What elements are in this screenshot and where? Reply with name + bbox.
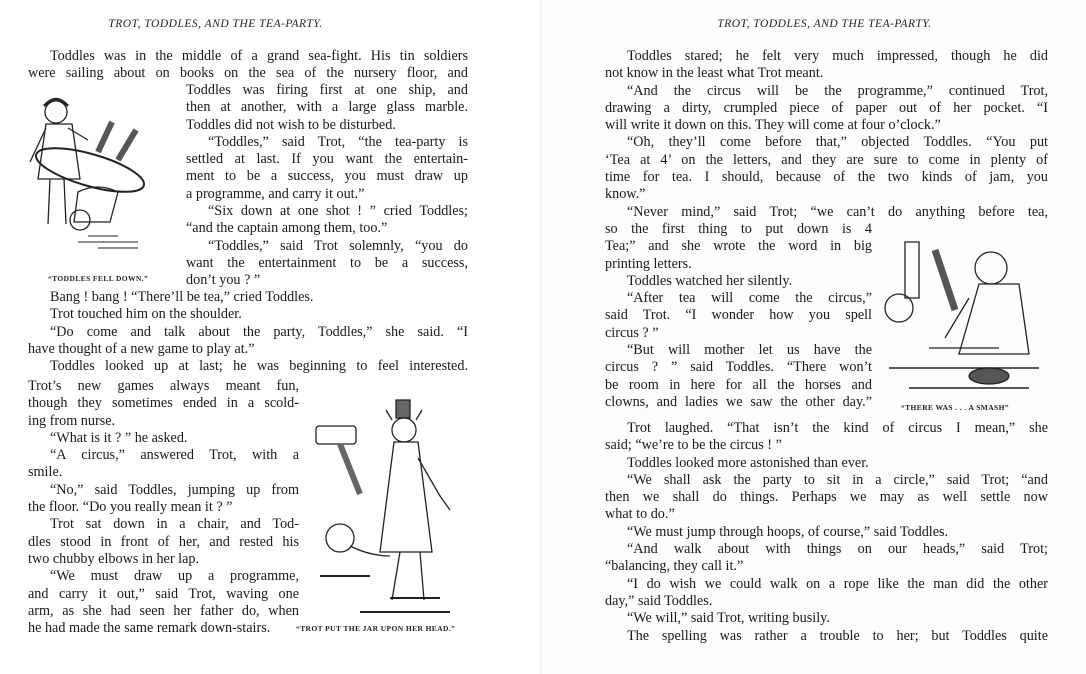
text-line: so the first thing to put down is 4 [605, 221, 872, 237]
text-line: “Oh, they’ll come before that,” objected Toddles. “You put [627, 134, 1048, 151]
text-line: “balancing, they call it.” [605, 558, 744, 575]
text-line: “But will mother let us have the [627, 342, 872, 359]
text-line: printing letters. [605, 255, 692, 272]
text-line: Toddles looked more astonished than ever. [627, 454, 869, 471]
text-line: smile. [28, 464, 63, 481]
text-line: day,” said Toddles. [605, 592, 713, 609]
text-line: clowns, and ladies we saw the other day.” [605, 393, 872, 410]
text-line: Toddles looked up at last; he was beginning to feel interested. [50, 358, 468, 375]
left-full-text [28, 289, 468, 375]
text-line: then at another, with a large glass marble. [186, 99, 468, 116]
text-line: though they sometimes ended in a scold- [28, 395, 299, 412]
left-wrap-text-2 [28, 378, 299, 637]
text-line: Trot’s new games always meant fun, [28, 378, 299, 394]
text-line: Toddles stared; he felt very much impressed, though he did [627, 48, 1048, 64]
text-line: will write it down on this. They will come at four o’clock.” [605, 117, 941, 134]
left-wrap-text-1 [186, 82, 468, 290]
text-line: Toddles did not wish to be disturbed. [186, 116, 396, 133]
text-line: two chubby elbows in her lap. [28, 550, 200, 567]
left-top-text [28, 48, 468, 83]
text-line: want the entertainment to be a success, [186, 254, 468, 271]
right-wrap-text [605, 221, 872, 411]
caption-toddles-fell-down: “TODDLES FELL DOWN.” [48, 274, 149, 283]
text-line: know.” [605, 186, 646, 203]
text-line: don’t you ? ” [186, 272, 261, 289]
text-line: were sailing about on books on the sea of the nursery floor, and [28, 65, 468, 82]
text-line: “Toddles,” said Trot solemnly, “you do [208, 237, 468, 254]
text-line: “and the captain among them, too.” [186, 220, 388, 237]
text-line: Toddles was in the middle of a grand sea-fight. His tin soldiers [50, 48, 468, 64]
right-page [543, 0, 1086, 674]
text-line: “I do wish we could walk on a rope like the man did the other [627, 575, 1048, 592]
text-line: not know in the least what Trot meant. [605, 65, 824, 82]
text-line: Trot touched him on the shoulder. [50, 306, 242, 323]
text-line: dles stood in front of her, and rested his [28, 533, 299, 550]
running-head-left: TROT, TODDLES, AND THE TEA-PARTY. [108, 18, 323, 30]
text-line: Tea;” and she wrote the word in big [605, 238, 872, 255]
text-line: “We must draw up a programme, [50, 568, 299, 585]
text-line: and carry it out,” said Trot, waving one [28, 585, 299, 602]
illustration-trot-jar-on-head [300, 398, 470, 618]
text-line: ing from nurse. [28, 412, 116, 429]
text-line: “Never mind,” said Trot; “we can’t do anything before tea, [627, 203, 1048, 220]
text-line: “And walk about with things on our heads,” said Trot; [627, 541, 1048, 558]
text-line: “And the circus will be the programme,” continued Trot, [627, 82, 1048, 99]
text-line: ‘Tea at 4’ on the letters, and they are sure to come in plenty of [605, 151, 1048, 168]
text-line: the floor. “Do you really mean it ? ” [28, 499, 233, 516]
text-line: drawing a dirty, crumpled piece of paper out of her pocket. “I [605, 99, 1048, 116]
text-line: Trot laughed. “That isn’t the kind of circus I mean,” she [627, 420, 1048, 436]
running-head-right: TROT, TODDLES, AND THE TEA-PARTY. [717, 18, 932, 30]
text-line: Toddles was firing first at one ship, and [186, 82, 468, 98]
text-line: “We will,” said Trot, writing busily. [627, 610, 830, 627]
text-line: “After tea will come the circus,” [627, 290, 872, 307]
illustration-there-was-a-smash [879, 238, 1054, 398]
right-bottom-text [605, 420, 1048, 645]
text-line: a programme, and carry it out.” [186, 185, 365, 202]
text-line: said Trot. “I wonder how you spell [605, 307, 872, 324]
illustration-toddles-fell-down [18, 92, 168, 264]
text-line: “No,” said Toddles, jumping up from [50, 481, 299, 498]
text-line: “A circus,” answered Trot, with a [50, 447, 299, 464]
text-line: Trot sat down in a chair, and Tod- [50, 516, 299, 533]
text-line: have thought of a new game to play at.” [28, 340, 255, 357]
caption-trot-jar-on-head: “TROT PUT THE JAR UPON HER HEAD.” [296, 624, 456, 633]
text-line: “We shall ask the party to sit in a circle,” said Trot; “and [627, 471, 1048, 488]
text-line: circus ? ” said Toddles. “There won’t [605, 359, 872, 376]
text-line: “Toddles,” said Trot, “the tea-party is [208, 133, 468, 150]
text-line: “What is it ? ” he asked. [50, 429, 188, 446]
text-line: The spelling was rather a trouble to her; but Toddles quite [627, 627, 1048, 644]
text-line: Toddles watched her silently. [627, 272, 793, 289]
text-line: circus ? ” [605, 324, 659, 341]
text-line: “Do come and talk about the party, Toddles,” she said. “I [50, 323, 468, 340]
text-line: settled at last. If you want the entertain- [186, 151, 468, 168]
text-line: then we shall do things. Perhaps we may as well settle now [605, 489, 1048, 506]
text-line: ment to be a success, you must draw up [186, 168, 468, 185]
text-line: Bang ! bang ! “There’ll be tea,” cried Toddles. [50, 289, 314, 305]
text-line: “Six down at one shot ! ” cried Toddles; [208, 203, 468, 220]
text-line: said; “we’re to be the circus ! ” [605, 437, 782, 454]
caption-there-was-a-smash: “THERE WAS . . . A SMASH” [901, 403, 1010, 412]
text-line: what to do.” [605, 506, 675, 523]
right-top-text [605, 48, 1048, 221]
text-line: arm, as she had seen her father do, when [28, 602, 299, 619]
text-line: he had made the same remark down-stairs. [28, 620, 271, 637]
text-line: time for tea. I should, because of the two kinds of jam, you [605, 169, 1048, 186]
text-line: be room in here for all the horses and [605, 376, 872, 393]
text-line: “We must jump through hoops, of course,” said Toddles. [627, 523, 949, 540]
